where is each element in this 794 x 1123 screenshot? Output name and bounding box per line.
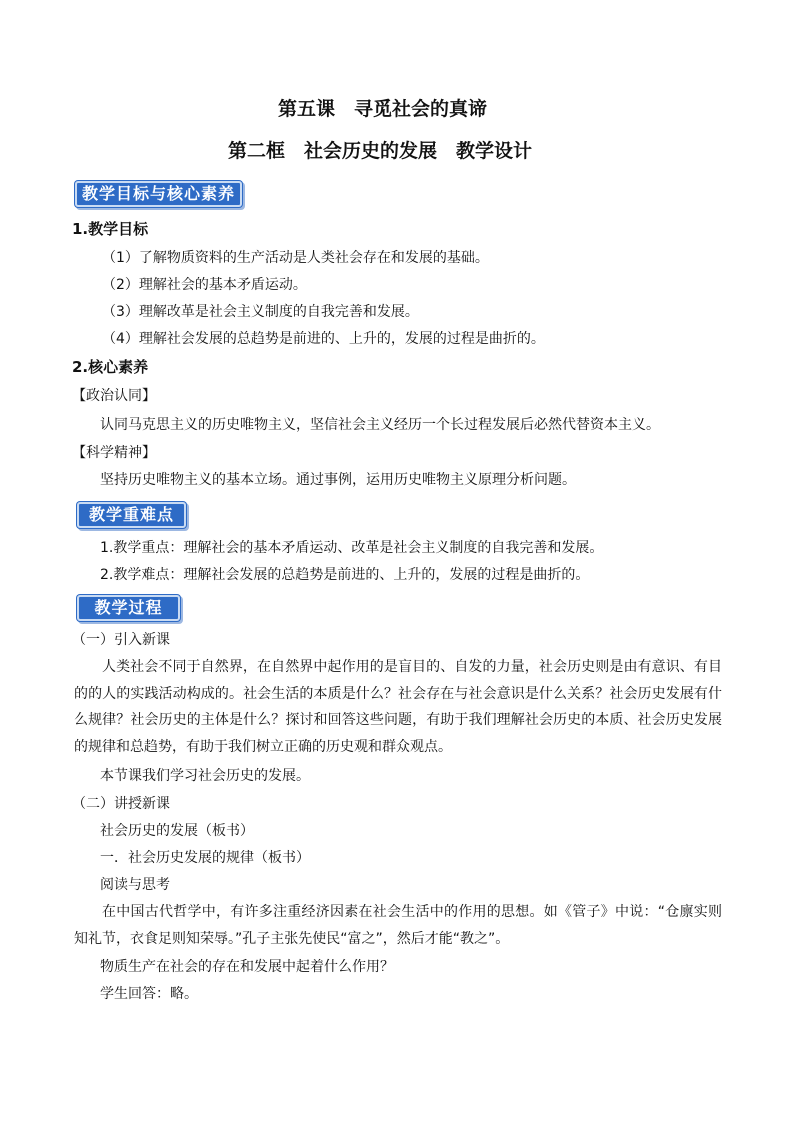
badge-objectives: 教学目标与核心素养	[75, 181, 242, 207]
question-text: 物质生产在社会的存在和发展中起着什么作用？	[100, 959, 394, 975]
part1-heading: （一）引入新课	[72, 632, 170, 648]
lesson-title: 第五课 寻觅社会的真谛	[278, 98, 488, 120]
board-subtitle: 一．社会历史发展的规律（板书）	[100, 850, 310, 866]
goal-item-1: （1）了解物质资料的生产活动是人类社会存在和发展的基础。	[102, 250, 489, 266]
goals-heading: 1.教学目标	[72, 220, 149, 238]
difficult-point: 2.教学难点：理解社会发展的总趋势是前进的、上升的，发展的过程是曲折的。	[100, 567, 590, 583]
science-label: 【科学精神】	[72, 445, 156, 461]
badge-process: 教学过程	[77, 595, 180, 621]
answer-text: 学生回答：略。	[100, 986, 198, 1002]
reading-label: 阅读与思考	[100, 877, 170, 893]
goal-item-4: （4）理解社会发展的总趋势是前进的、上升的，发展的过程是曲折的。	[102, 331, 545, 347]
science-text: 坚持历史唯物主义的基本立场。通过事例，运用历史唯物主义原理分析问题。	[100, 472, 576, 488]
goal-item-3: （3）理解改革是社会主义制度的自我完善和发展。	[102, 304, 419, 320]
board-title: 社会历史的发展（板书）	[100, 823, 254, 839]
reading-paragraph: 在中国古代哲学中，有许多注重经济因素在社会生活中的作用的思想。如《管子》中说：“仓廪实则知礼节，衣食足则知荣辱。”孔子主张先使民“富之”，然后才能“教之”。	[74, 904, 722, 947]
literacy-heading: 2.核心素养	[72, 358, 149, 376]
political-text: 认同马克思主义的历史唯物主义，坚信社会主义经历一个长过程发展后必然代替资本主义。	[100, 417, 660, 433]
section-title: 第二框 社会历史的发展 教学设计	[228, 140, 533, 162]
political-label: 【政治认同】	[72, 388, 156, 404]
goal-item-2: （2）理解社会的基本矛盾运动。	[102, 277, 307, 293]
key-point: 1.教学重点：理解社会的基本矛盾运动、改革是社会主义制度的自我完善和发展。	[100, 540, 604, 556]
badge-key-points: 教学重难点	[77, 502, 186, 528]
intro-paragraph: 人类社会不同于自然界，在自然界中起作用的是盲目的、自发的力量，社会历史则是由有意识、有目的的人的实践活动构成的。社会生活的本质是什么？社会存在与社会意识是什么关系？社会历史发展有什么规律？社会历史的主体是什么？探讨和回答这些问题，有助于我们理解社会历史的本质、社会历史发展的规律和总趋势，有助于我们树立正确的历史观和群众观点。	[74, 659, 722, 755]
intro-line: 本节课我们学习社会历史的发展。	[100, 768, 310, 784]
part2-heading: （二）讲授新课	[72, 796, 170, 812]
